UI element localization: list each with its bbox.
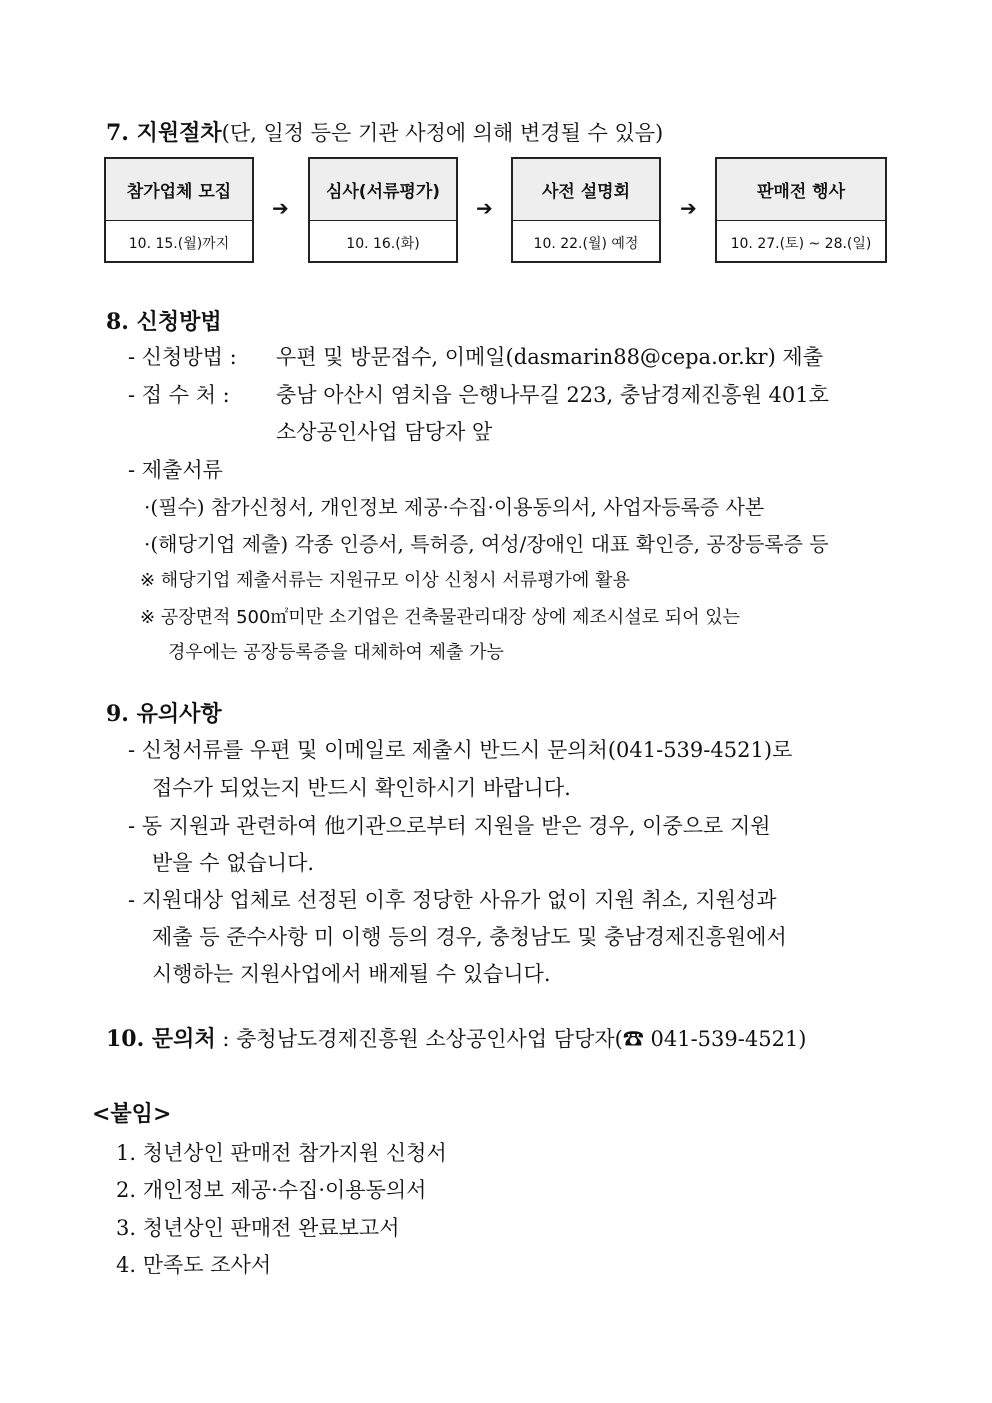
docs-label: - 제출서류 [128,458,223,482]
notice-2-line-1: - 동 지원과 관련하여 他기관으로부터 지원을 받은 경우, 이중으로 지원 [128,814,771,838]
step-title: 참가업체 모집 [106,159,252,221]
attachment-item: 3. 청년상인 판매전 완료보고서 [116,1216,400,1240]
notice-3-line-2: 제출 등 준수사항 미 이행 등의 경우, 충청남도 및 충남경제진흥원에서 [152,925,787,949]
place-label: - 접 수 처 : [128,383,230,407]
place-value-line-1: 충남 아산시 염치읍 은행나무길 223, 충남경제진흥원 401호 [276,383,829,407]
docs-note-1: ※ 해당기업 제출서류는 지원규모 이상 신청시 서류평가에 활용 [140,570,630,591]
attachment-item: 2. 개인정보 제공·수집·이용동의서 [116,1178,427,1202]
method-value: 우편 및 방문접수, 이메일(dasmarin88@cepa.or.kr) 제출 [276,345,824,369]
docs-note-2-line-2: 경우에는 공장등록증을 대체하여 제출 가능 [168,642,504,663]
process-step-4 [715,157,887,263]
process-step-2 [308,157,458,263]
step-date: 10. 22.(월) 예정 [533,235,639,252]
section-7-heading [106,116,663,147]
method-label: - 신청방법 : [128,345,237,369]
section-9-heading: 9. 유의사항 [106,701,222,727]
contact-value: 충청남도경제진흥원 소상공인사업 담당자(☎ 041-539-4521) [236,1027,807,1051]
docs-optional: ·(해당기업 제출) 각종 인증서, 특허증, 여성/장애인 대표 확인증, 공장등록증 등 [144,532,829,556]
section-10-heading: 10. 문의처 [106,1026,216,1052]
docs-note-2-line-1: ※ 공장면적 500㎡미만 소기업은 건축물관리대장 상에 제조시설로 되어 있는 [140,607,741,628]
notice-2-line-2: 받을 수 없습니다. [152,851,315,875]
process-step-1 [104,157,254,263]
arrow-right-icon: ➔ [272,196,289,220]
attachment-item: 1. 청년상인 판매전 참가지원 신청서 [116,1141,447,1165]
step-date: 10. 27.(토) ~ 28.(일) [730,235,872,252]
arrow-right-icon: ➔ [680,196,697,220]
attachment-item: 4. 만족도 조사서 [116,1253,272,1277]
step-title: 사전 설명회 [513,159,659,221]
step-title: 판매전 행사 [717,159,885,221]
step-date: 10. 15.(월)까지 [128,235,230,252]
section-8-heading: 8. 신청방법 [106,309,222,335]
notice-1-line-2: 접수가 되었는지 반드시 확인하시기 바랍니다. [152,776,571,800]
process-step-3 [511,157,661,263]
docs-required: ·(필수) 참가신청서, 개인정보 제공·수집·이용동의서, 사업자등록증 사본 [144,495,765,519]
step-title: 심사(서류평가) [310,159,456,221]
section-10 [106,1022,807,1053]
notice-3-line-1: - 지원대상 업체로 선정된 이후 정당한 사유가 없이 지원 취소, 지원성과 [128,888,777,912]
notice-1-line-1: - 신청서류를 우편 및 이메일로 제출시 반드시 문의처(041-539-4521)로 [128,738,793,762]
arrow-right-icon: ➔ [476,196,493,220]
section-10-sep: : [215,1027,237,1051]
place-value-line-2: 소상공인사업 담당자 앞 [276,420,493,444]
section-7-note: (단, 일정 등은 기관 사정에 의해 변경될 수 있음) [221,121,664,145]
section-7-title: 7. 지원절차 [106,120,222,146]
attachments-heading: <붙임> [92,1101,172,1127]
notice-3-line-3: 시행하는 지원사업에서 배제될 수 있습니다. [152,962,551,986]
step-date: 10. 16.(화) [346,235,420,252]
